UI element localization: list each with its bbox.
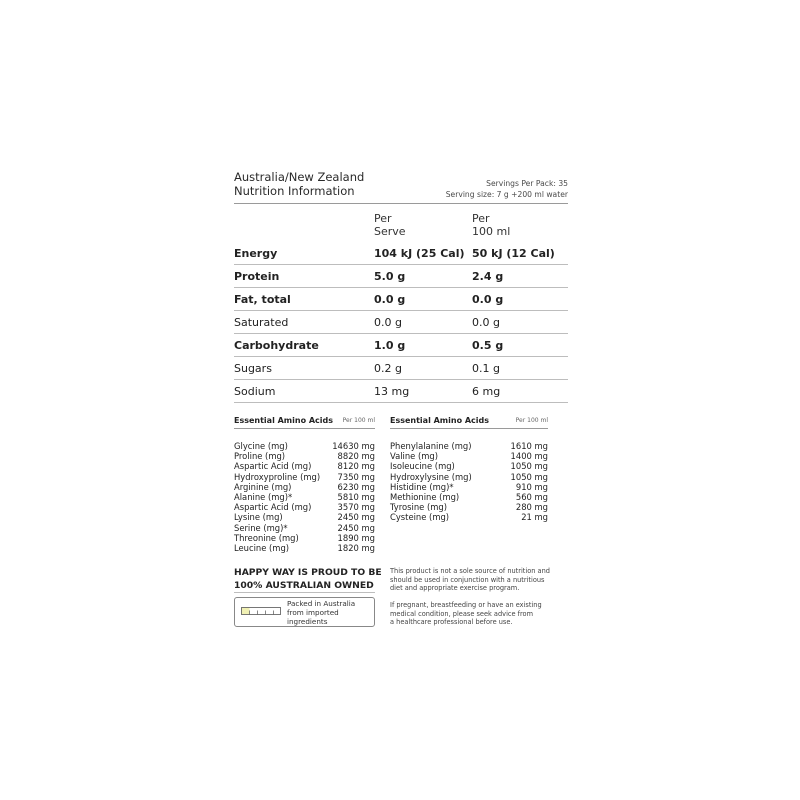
amino-table-title: Essential Amino Acids xyxy=(390,416,490,425)
value-per-100ml: 2.4 g xyxy=(472,270,504,283)
australian-owned-statement xyxy=(234,566,382,592)
amino-value: 1890 mg xyxy=(337,532,375,543)
value-per-serve: 0.2 g xyxy=(374,362,402,375)
amino-value: 2450 mg xyxy=(337,512,375,523)
nutrient-name: Carbohydrate xyxy=(234,339,319,352)
amino-list xyxy=(390,441,548,523)
amino-list xyxy=(234,441,375,553)
disclaimer-line: This product is not a sole source of nutrition and xyxy=(390,567,550,575)
amino-name: Methionine (mg) xyxy=(390,491,460,502)
origin-line-1: Packed in Australia xyxy=(287,599,356,608)
amino-value: 560 mg xyxy=(515,491,548,502)
amino-row xyxy=(234,543,375,553)
header-divider xyxy=(234,203,568,204)
amino-value: 6230 mg xyxy=(337,481,375,492)
nutrition-row xyxy=(234,242,568,265)
amino-value: 1610 mg xyxy=(510,441,548,451)
value-per-serve: 1.0 g xyxy=(374,339,406,352)
column-header-line: Serve xyxy=(374,225,406,238)
amino-name: Aspartic Acid (mg) xyxy=(234,502,312,513)
amino-table-right xyxy=(390,416,548,523)
amino-row xyxy=(390,502,548,512)
amino-value: 14630 mg xyxy=(332,441,375,451)
nutrient-name: Sugars xyxy=(234,362,272,375)
proud-line-1: HAPPY WAY IS PROUD TO BE xyxy=(234,567,382,578)
amino-name: Phenylalanine (mg) xyxy=(390,441,472,451)
value-per-serve: 0.0 g xyxy=(374,316,402,329)
australian-content-bar-icon xyxy=(241,607,281,615)
disclaimer-line: medical condition, please seek advice from xyxy=(390,609,534,618)
amino-row xyxy=(390,472,548,482)
disclaimer-pregnancy xyxy=(390,601,554,627)
nutrient-name: Saturated xyxy=(234,316,289,329)
value-per-serve: 5.0 g xyxy=(374,270,406,283)
amino-name: Histidine (mg)* xyxy=(390,481,454,492)
nutrition-row xyxy=(234,311,568,334)
value-per-serve: 104 kJ (25 Cal) xyxy=(374,247,465,260)
amino-row xyxy=(390,461,548,471)
amino-name: Serine (mg)* xyxy=(234,522,288,533)
amino-name: Arginine (mg) xyxy=(234,481,292,492)
amino-value: 5810 mg xyxy=(337,491,375,502)
amino-row xyxy=(390,512,548,522)
amino-row xyxy=(234,533,375,543)
panel-header xyxy=(234,170,568,204)
column-header-line: Per xyxy=(374,212,392,225)
amino-name: Alanine (mg)* xyxy=(234,491,293,502)
amino-row xyxy=(390,441,548,451)
bar-fill xyxy=(242,608,250,615)
column-header-line: 100 ml xyxy=(472,225,511,238)
nutrient-name: Protein xyxy=(234,270,280,283)
statement-divider xyxy=(234,592,375,593)
amino-row xyxy=(234,461,375,471)
amino-row xyxy=(234,502,375,512)
amino-row xyxy=(234,482,375,492)
value-per-100ml: 0.0 g xyxy=(472,293,504,306)
amino-value: 1050 mg xyxy=(510,461,548,472)
amino-value: 910 mg xyxy=(515,481,548,492)
disclaimer-line: If pregnant, breastfeeding or have an existing xyxy=(390,601,542,609)
servings-per-pack: Servings Per Pack: 35 xyxy=(486,179,568,188)
amino-value: 8820 mg xyxy=(337,451,375,462)
amino-name: Cysteine (mg) xyxy=(390,512,450,523)
proud-line-2: 100% AUSTRALIAN OWNED xyxy=(234,580,374,591)
amino-row xyxy=(234,492,375,502)
amino-name: Proline (mg) xyxy=(234,451,286,462)
nutrition-row xyxy=(234,380,568,403)
nutrient-name: Energy xyxy=(234,247,278,260)
amino-value: 3570 mg xyxy=(337,502,375,513)
disclaimer-line: should be used in conjunction with a nutritious xyxy=(390,575,545,584)
title-line-2: Nutrition Information xyxy=(234,184,355,198)
amino-row xyxy=(234,451,375,461)
amino-name: Leucine (mg) xyxy=(234,542,290,553)
column-header-line: Per xyxy=(472,212,490,225)
nutrition-row xyxy=(234,334,568,357)
nutrition-row xyxy=(234,357,568,380)
nutrition-row xyxy=(234,288,568,311)
amino-table-header xyxy=(390,416,548,429)
disclaimer-line: a healthcare professional before use. xyxy=(390,618,513,627)
panel-title xyxy=(234,170,364,198)
amino-name: Valine (mg) xyxy=(390,451,438,462)
value-per-100ml: 0.0 g xyxy=(472,316,500,329)
amino-name: Threonine (mg) xyxy=(234,532,299,543)
amino-row xyxy=(234,523,375,533)
amino-name: Glycine (mg) xyxy=(234,441,288,451)
column-header-per-serve xyxy=(374,212,406,238)
amino-value: 8120 mg xyxy=(337,461,375,472)
amino-value: 280 mg xyxy=(515,502,548,513)
amino-value: 2450 mg xyxy=(337,522,375,533)
nutrition-row xyxy=(234,265,568,288)
amino-table-header xyxy=(234,416,375,429)
nutrition-panel xyxy=(234,170,568,627)
amino-value: 7350 mg xyxy=(337,471,375,482)
amino-row xyxy=(390,482,548,492)
amino-table-title: Essential Amino Acids xyxy=(234,416,334,425)
amino-row xyxy=(390,492,548,502)
amino-row xyxy=(234,472,375,482)
value-per-100ml: 50 kJ (12 Cal) xyxy=(472,247,555,260)
amino-table-unit: Per 100 ml xyxy=(342,417,375,424)
amino-name: Tyrosine (mg) xyxy=(390,502,447,513)
value-per-serve: 0.0 g xyxy=(374,293,406,306)
amino-row xyxy=(234,512,375,522)
origin-line-3: ingredients xyxy=(287,616,328,626)
value-per-100ml: 6 mg xyxy=(472,385,501,398)
origin-text xyxy=(287,600,355,626)
disclaimer-sole-source xyxy=(390,567,554,593)
amino-row xyxy=(390,451,548,461)
serving-size: Serving size: 7 g +200 ml water xyxy=(445,190,568,199)
amino-name: Isoleucine (mg) xyxy=(390,461,455,472)
origin-line-2: from imported xyxy=(287,607,339,617)
amino-name: Lysine (mg) xyxy=(234,512,283,523)
serving-info xyxy=(446,178,568,200)
amino-row xyxy=(234,441,375,451)
amino-value: 1050 mg xyxy=(510,471,548,482)
amino-value: 1820 mg xyxy=(337,542,375,553)
amino-value: 1400 mg xyxy=(510,451,548,462)
nutrient-name: Fat, total xyxy=(234,293,291,306)
nutrient-name: Sodium xyxy=(234,385,276,398)
amino-name: Aspartic Acid (mg) xyxy=(234,461,312,472)
disclaimer-line: diet and appropriate exercise program. xyxy=(390,584,520,593)
column-header-per-100ml xyxy=(472,212,510,238)
country-of-origin-label xyxy=(234,597,375,627)
amino-name: Hydroxylysine (mg) xyxy=(390,471,472,482)
value-per-serve: 13 mg xyxy=(374,385,410,398)
amino-table-left xyxy=(234,416,375,553)
amino-name: Hydroxyproline (mg) xyxy=(234,471,321,482)
value-per-100ml: 0.5 g xyxy=(472,339,504,352)
amino-table-unit: Per 100 ml xyxy=(515,417,548,424)
amino-value: 21 mg xyxy=(521,512,548,523)
value-per-100ml: 0.1 g xyxy=(472,362,500,375)
nutrition-table xyxy=(234,242,568,403)
title-line-1: Australia/New Zealand xyxy=(234,170,365,184)
